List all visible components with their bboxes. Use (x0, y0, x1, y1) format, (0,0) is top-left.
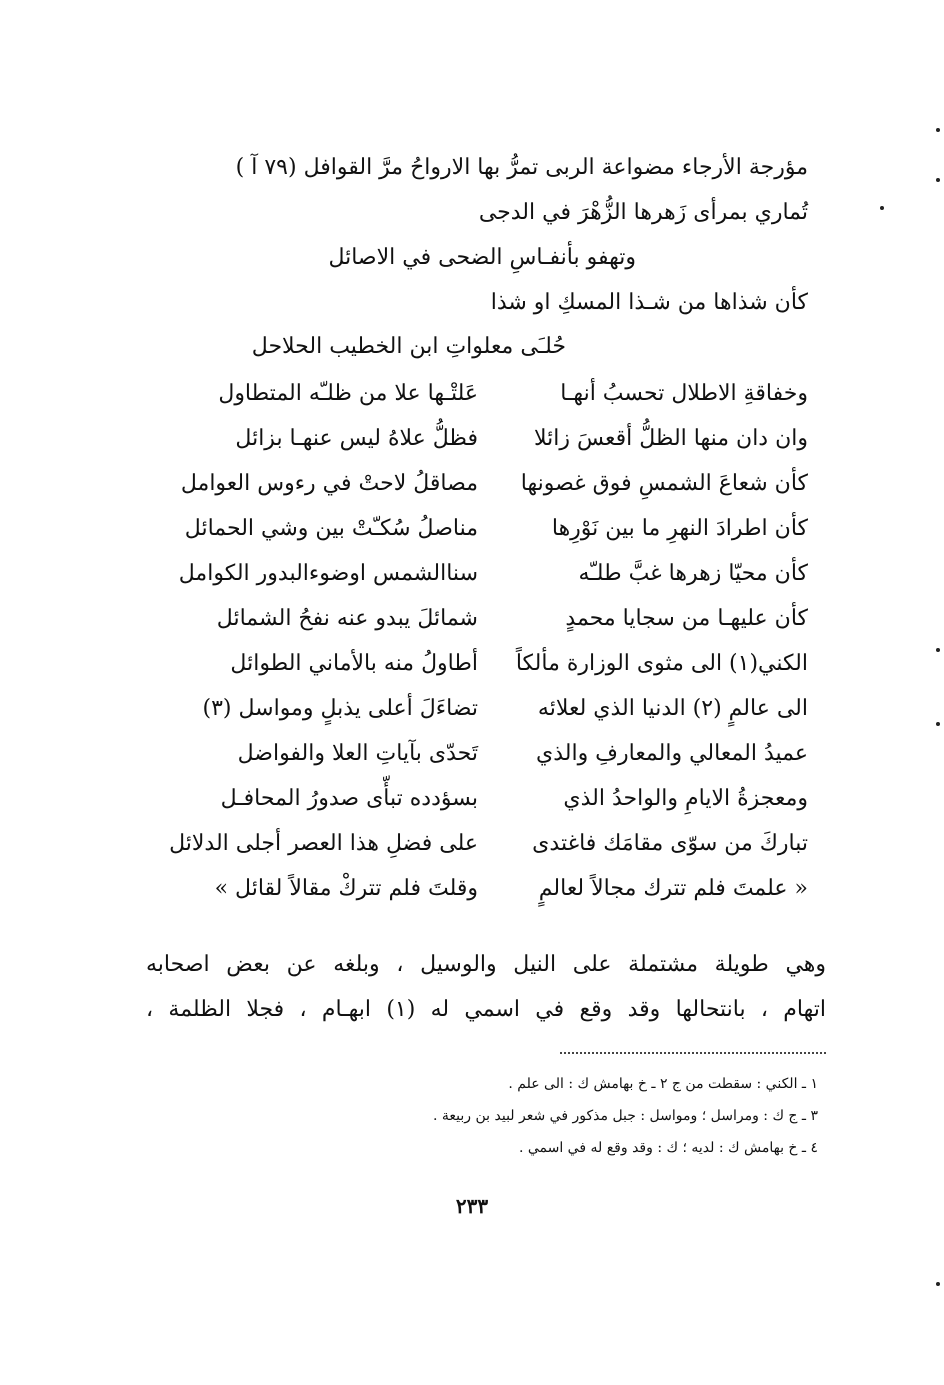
verse-right-hemistich: كأن شعاعَ الشمسِ فوق غصونها (520, 471, 808, 496)
verse-left-hemistich: مصاقلُ لاحتْ في رءوس العوامل (180, 471, 478, 496)
verse-right-hemistich: الكني(١) الى مثوى الوزارة مألكاً (515, 651, 808, 676)
intro-line: وتهفو بأنفـاسِ الضحى في الاصائل (328, 245, 636, 270)
prose-line: وهي طويلة مشتملة على النيل والوسيل ، وبلغه عن بعض اصحابه (146, 952, 826, 977)
intro-line: حُلـَى معلواتِ ابن الخطيب الحلاحل (251, 334, 566, 359)
verse-left-hemistich: تَحدّى بآياتِ العلا والفواضل (237, 741, 478, 766)
verse-right-hemistich: وخفاقةِ الاطلال تحسبُ أنهـا (560, 381, 808, 406)
footnote: ٣ ـ ج ك : ومراسل ؛ ومواسل : جبل مذكور في شعر لبيد بن ربيعة . (433, 1108, 818, 1124)
verse-right-hemistich: تباركَ من سوّى مقامَك فاغتدى (532, 831, 808, 856)
verse-left-hemistich: شمائلَ يبدو عنه نفحُ الشمائل (216, 606, 478, 631)
footnote-separator (560, 1052, 826, 1054)
verse-right-hemistich: كأن محيّا زهرها غبَّ طلـّه (578, 561, 808, 586)
margin-mark (936, 1282, 940, 1286)
margin-mark (936, 178, 940, 182)
intro-line: مؤرجة الأرجاء مضواعة الربى تمرُّ بها الارواحُ مرَّ القوافل (٧٩ آ ) (235, 155, 808, 180)
verse-left-hemistich: سناالشمس اوضوءالبدور الكوامل (178, 561, 478, 586)
verse-left-hemistich: على فضلِ هذا العصر أجلى الدلائل (169, 831, 478, 856)
verse-left-hemistich: بسؤدده تبأّى صدورُ المحافـل (220, 786, 478, 811)
intro-line: كأن شذاها من شـذا المسكِ او شذا (490, 290, 808, 315)
prose-line: اتهام ، بانتحالها وقد وقع في اسمي له (١) ابهـام ، فجلا الظلمة ، (146, 997, 826, 1022)
verse-right-hemistich: الى عالمٍ (٢) الدنيا الذي لعلائه (537, 696, 808, 721)
verse-left-hemistich: تضاءَلَ أعلى يذبلٍ ومواسل (٣) (202, 696, 478, 721)
verse-left-hemistich: مناصلُ سُكـّتْ بين وشي الحمائل (184, 516, 478, 541)
verse-right-hemistich: ومعجزةُ الايامِ والواحدُ الذي (563, 786, 808, 811)
verse-right-hemistich: وان دان منها الظلُّ أقعسَ زائلا (534, 426, 808, 451)
verse-left-hemistich: وقلتَ فلم تتركْ مقالاً لقائل » (214, 876, 478, 901)
footnote: ٤ ـ خ بهامش ك : لديه ؛ ك : وقد وقع له في اسمي . (518, 1140, 818, 1156)
verse-left-hemistich: أطاولُ منه بالأماني الطوائل (230, 651, 478, 676)
verse-right-hemistich: كأن اطرادَ النهرِ ما بين نَوْرِها (551, 516, 808, 541)
verse-right-hemistich: « علمتَ فلم تترك مجالاً لعالمٍ (538, 876, 808, 901)
margin-mark (936, 648, 940, 652)
verse-left-hemistich: عَلتْـها علا من ظلـّه المتطاول (218, 381, 478, 406)
verse-left-hemistich: فظلُّ علاهُ ليس عنهـا بزائل (235, 426, 478, 451)
intro-line: تُماري بمرأى زَهرها الزُّهْرَ في الدجى (478, 200, 808, 225)
margin-mark (936, 722, 940, 726)
margin-mark (936, 128, 940, 132)
page-number: ٢٣٣ (455, 1194, 489, 1218)
verse-right-hemistich: كأن عليهـا من سجايا محمدٍ (565, 606, 808, 631)
footnote: ١ ـ الكني : سقطت من ج ٢ ـ خ بهامش ك : الى علم . (508, 1076, 818, 1092)
verse-right-hemistich: عميدُ المعالي والمعارفِ والذي (535, 741, 808, 766)
margin-mark (880, 206, 884, 210)
